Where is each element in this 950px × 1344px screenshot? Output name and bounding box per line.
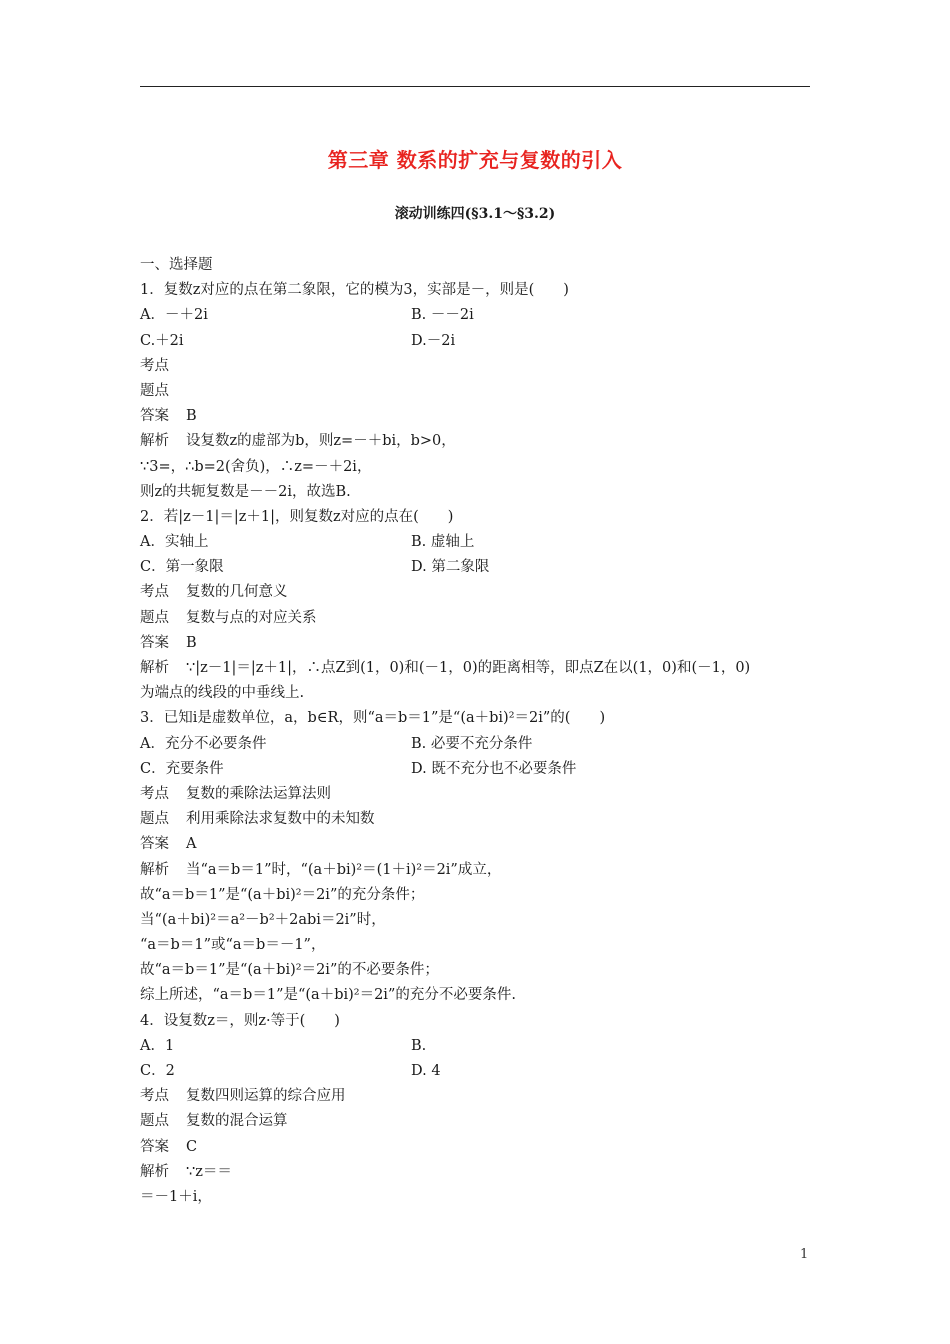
kaodian-label: 考点 [140, 357, 169, 374]
question-1-stem: 1．复数z对应的点在第二象限，它的模为3，实部是－，则是( ) [140, 282, 569, 299]
header-rule [140, 86, 810, 87]
option-a: A．－＋2i [140, 307, 208, 324]
option-b: B. －－2i [411, 307, 474, 324]
option-c: C.＋2i [140, 332, 184, 349]
option-d: D.－2i [411, 332, 456, 349]
page-number: 1 [800, 1247, 809, 1262]
analysis-line: 综上所述，“a＝b＝1”是“(a＋bi)²＝2i”的充分不必要条件. [140, 987, 516, 1004]
question-2-options-row-2 [140, 555, 820, 580]
tidian-value: 复数与点的对应关系 [186, 609, 317, 626]
analysis-line: 故“a＝b＝1”是“(a＋bi)²＝2i”的充分条件； [140, 886, 425, 903]
analysis-line: 为端点的线段的中垂线上. [140, 685, 305, 702]
answer-label: 答案 [140, 634, 169, 651]
tidian-label: 题点 [140, 1113, 169, 1130]
kaodian-label: 考点 [140, 785, 169, 802]
answer-value: C [186, 1138, 198, 1155]
question-3-options-row-1 [140, 732, 820, 757]
question-4-tidian [140, 1109, 820, 1134]
analysis-line: 则z的共轭复数是－－2i，故选B. [140, 483, 351, 500]
question-2-tidian [140, 606, 820, 631]
question-3-answer [140, 832, 820, 857]
option-b: B. [411, 1037, 427, 1054]
section-heading: 一、选择题 [140, 257, 213, 273]
analysis-label: 解析 [140, 433, 169, 450]
option-b: B. 虚轴上 [411, 534, 475, 551]
option-d: D. 4 [411, 1063, 441, 1079]
analysis-label: 解析 [140, 1163, 169, 1180]
document-body [140, 253, 820, 1210]
answer-label: 答案 [140, 408, 169, 425]
question-3-stem: 3．已知i是虚数单位，a，b∈R，则“a＝b＝1”是“(a＋bi)²＝2i”的( ) [140, 710, 606, 727]
option-a: A．1 [140, 1037, 175, 1054]
option-d: D. 既不充分也不必要条件 [411, 760, 577, 777]
question-1-kaodian [140, 354, 820, 379]
question-2-stem: 2．若|z－1|＝|z＋1|，则复数z对应的点在( ) [140, 508, 454, 525]
option-c: C．第一象限 [140, 559, 224, 576]
question-3-kaodian [140, 782, 820, 807]
tidian-label: 题点 [140, 609, 169, 626]
analysis-line: “a＝b＝1”或“a＝b＝－1”， [140, 937, 326, 954]
answer-value: B [186, 408, 197, 425]
kaodian-value: 复数的几何意义 [186, 584, 288, 601]
question-1-options-row-2 [140, 329, 820, 354]
analysis-line: 当“(a＋bi)²＝a²－b²＋2abi＝2i”时， [140, 911, 386, 928]
option-c: C．充要条件 [140, 760, 224, 777]
analysis-line: ＝－1＋i， [140, 1188, 212, 1205]
answer-label: 答案 [140, 836, 169, 853]
kaodian-label: 考点 [140, 584, 169, 601]
question-4-options-row-1 [140, 1034, 820, 1059]
analysis-line: ∵|z－1|＝|z＋1|，∴点Z到(1，0)和(－1，0)的距离相等，即点Z在以(1，0)和(－1，0) [186, 660, 751, 676]
analysis-label: 解析 [140, 660, 169, 676]
option-a: A．充分不必要条件 [140, 735, 267, 752]
tidian-label: 题点 [140, 382, 169, 399]
answer-label: 答案 [140, 1138, 169, 1155]
question-3-analysis [140, 858, 820, 883]
question-1-answer [140, 404, 820, 429]
tidian-value: 利用乘除法求复数中的未知数 [186, 811, 375, 828]
question-1-analysis [140, 429, 820, 454]
question-4-kaodian [140, 1084, 820, 1109]
answer-value: A [186, 836, 197, 853]
question-2-options-row-1 [140, 530, 820, 555]
question-4-options-row-2 [140, 1059, 820, 1084]
kaodian-value: 复数四则运算的综合应用 [186, 1088, 346, 1105]
question-4-analysis [140, 1160, 820, 1185]
analysis-line: 当“a＝b＝1”时，“(a＋bi)²＝(1＋i)²＝2i”成立， [186, 861, 502, 878]
tidian-label: 题点 [140, 811, 169, 828]
analysis-line: ∵z＝＝ [186, 1163, 232, 1180]
question-1-tidian [140, 379, 820, 404]
option-c: C．2 [140, 1063, 175, 1079]
question-3-options-row-2 [140, 757, 820, 782]
question-3-tidian [140, 807, 820, 832]
question-1-options-row-1 [140, 303, 820, 328]
analysis-line: 设复数z的虚部为b，则z=－＋bi，b>0， [186, 433, 456, 450]
kaodian-value: 复数的乘除法运算法则 [186, 785, 331, 802]
section-subtitle: 滚动训练四(§3.1～§3.2) [394, 206, 556, 222]
question-2-answer [140, 631, 820, 656]
answer-value: B [186, 634, 197, 651]
kaodian-label: 考点 [140, 1088, 169, 1105]
tidian-value: 复数的混合运算 [186, 1113, 288, 1130]
question-2-analysis [140, 656, 820, 681]
analysis-label: 解析 [140, 861, 169, 878]
chapter-title: 第三章 数系的扩充与复数的引入 [327, 148, 623, 172]
analysis-line: 故“a＝b＝1”是“(a＋bi)²＝2i”的不必要条件； [140, 962, 439, 979]
option-b: B. 必要不充分条件 [411, 735, 533, 752]
question-4-answer [140, 1135, 820, 1160]
option-a: A．实轴上 [140, 534, 209, 551]
analysis-line: ∵3=，∴b=2(舍负)，∴z=－＋2i， [140, 458, 372, 475]
question-4-stem: 4．设复数z＝，则z·等于( ) [140, 1012, 340, 1029]
question-2-kaodian [140, 580, 820, 605]
option-d: D. 第二象限 [411, 559, 490, 576]
